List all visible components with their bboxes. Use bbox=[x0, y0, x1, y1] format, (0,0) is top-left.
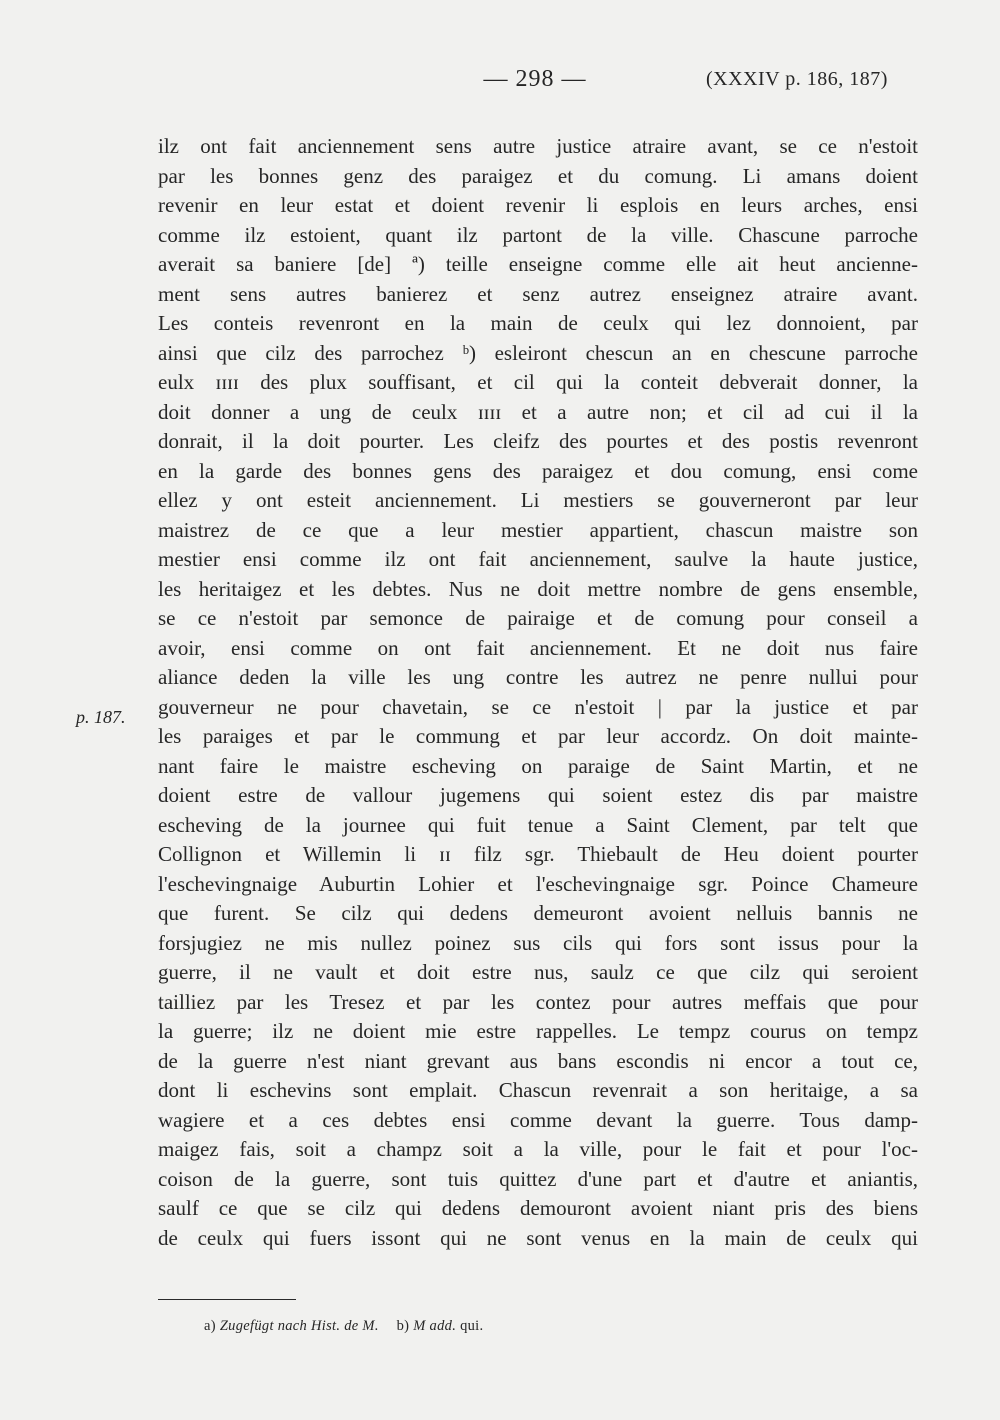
text-line: gouverneur ne pour chavetain, se ce n'estoit | par la justice et par bbox=[158, 694, 918, 719]
text-line: doient estre de vallour jugemens qui soient estez dis par maistre bbox=[158, 783, 918, 807]
text-line: ment sens autres banierez et senz autrez enseignez atraire avant. bbox=[158, 281, 918, 306]
text-line: maigez fais, soit a champz soit a la ville, pour le fait et pour l'oc- bbox=[158, 1137, 918, 1161]
text-line: la guerre; ilz ne doient mie estre rappelles. Le tempz courus on tempz bbox=[158, 1019, 918, 1043]
footnote-a-marker: a) bbox=[204, 1318, 216, 1334]
text-line: comme ilz estoient, quant ilz partont de la ville. Chascune parroche bbox=[158, 222, 918, 247]
margin-page-note: p. 187. bbox=[76, 707, 126, 727]
text-line: Collignon et Willemin li ɪɪ filz sgr. Thiebault de Heu doient pourter bbox=[158, 842, 918, 866]
body-text bbox=[158, 132, 918, 1253]
text-line: avoir, ensi comme on ont fait anciennement. Et ne doit nus faire bbox=[158, 635, 918, 660]
footnote-rule bbox=[158, 1299, 296, 1300]
text-line: de ceulx qui fuers issont qui ne sont venus en la main de ceulx qui bbox=[158, 1225, 918, 1250]
footnote-b-text: M add. bbox=[413, 1318, 457, 1334]
text-line: se ce n'estoit par semonce de pairaige et de comung pour conseil a bbox=[158, 606, 918, 630]
text-line: de la guerre n'est niant grevant aus bans escondis ni encor a tout ce, bbox=[158, 1048, 918, 1073]
text-line: Les conteis revenront en la main de ceulx qui lez donnoient, par bbox=[158, 311, 918, 335]
footnote-b-word: qui. bbox=[460, 1318, 484, 1334]
text-line: aliance deden la ville les ung contre les autrez ne penre nullui pour bbox=[158, 665, 918, 689]
text-line: maistrez de ce que a leur mestier appartient, chascun maistre son bbox=[158, 517, 918, 542]
text-line: doit donner a ung de ceulx ɪɪɪɪ et a autre non; et cil ad cui il la bbox=[158, 399, 918, 424]
text-line: nant faire le maistre escheving on paraige de Saint Martin, et ne bbox=[158, 753, 918, 778]
text-line: saulf ce que se cilz qui dedens demouront avoient niant pris des biens bbox=[158, 1196, 918, 1220]
text-line: les heritaigez et les debtes. Nus ne doit mettre nombre de gens ensemble, bbox=[158, 576, 918, 601]
text-line: tailliez par les Tresez et par les contez pour autres meffais que pour bbox=[158, 989, 918, 1014]
text-line: eulx ɪɪɪɪ des plux souffisant, et cil qui la conteit debverait donner, la bbox=[158, 370, 918, 394]
text-line: coison de la guerre, sont tuis quittez d'une part et d'autre et aniantis, bbox=[158, 1166, 918, 1191]
text-line: par les bonnes genz des paraigez et du comung. Li amans doient bbox=[158, 163, 918, 188]
text-line: ellez y ont esteit anciennement. Li mestiers se gouverneront par leur bbox=[158, 488, 918, 512]
text-line: ainsi que cilz des parrochez ᵇ) esleiront chescun an en chescune parroche bbox=[158, 340, 918, 365]
text-line: wagiere et a ces debtes ensi comme devant la guerre. Tous damp- bbox=[158, 1107, 918, 1132]
text-line: les paraiges et par le commung et par leur accordz. On doit mainte- bbox=[158, 724, 918, 748]
footnote-b-marker: b) bbox=[396, 1318, 410, 1334]
text-line: mestier ensi comme ilz ont fait anciennement, saulve la haute justice, bbox=[158, 547, 918, 571]
text-line: forsjugiez ne mis nullez poinez sus cils qui fors sont issus pour la bbox=[158, 930, 918, 955]
text-line: donrait, il la doit pourter. Les cleifz des pourtes et des postis revenront bbox=[158, 429, 918, 453]
text-line: averait sa baniere [de] ª) teille enseigne comme elle ait heut ancienne- bbox=[158, 252, 918, 276]
text-line: que furent. Se cilz qui dedens demeuront avoient nelluis bannis ne bbox=[158, 901, 918, 925]
text-line: guerre, il ne vault et doit estre nus, saulz ce que cilz qui seroient bbox=[158, 960, 918, 984]
footnote-a-text: Zugefügt nach Hist. de M. bbox=[219, 1318, 379, 1334]
page-number: — 298 — bbox=[483, 66, 587, 92]
text-line: ilz ont fait anciennement sens autre justice atraire avant, se ce n'estoit bbox=[158, 134, 918, 158]
text-line: escheving de la journee qui fuit tenue a Saint Clement, par telt que bbox=[158, 812, 918, 837]
text-line: l'eschevingnaige Auburtin Lohier et l'eschevingnaige sgr. Poince Chameure bbox=[158, 871, 918, 896]
text-line: revenir en leur estat et doient revenir li esplois en leurs arches, ensi bbox=[158, 193, 918, 217]
text-line: en la garde des bonnes gens des paraigez et dou comung, ensi come bbox=[158, 458, 918, 483]
text-line: dont li eschevins sont emplait. Chascun revenrait a son heritaige, a sa bbox=[158, 1078, 918, 1102]
page-reference: (XXXIV p. 186, 187) bbox=[706, 68, 888, 90]
footnotes bbox=[204, 1318, 483, 1335]
